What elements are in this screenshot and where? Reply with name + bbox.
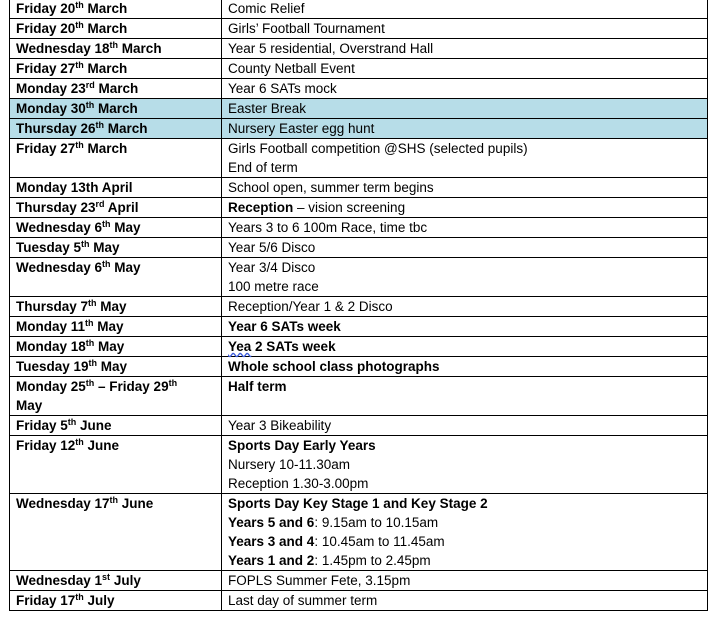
- event-text: Easter Break: [228, 101, 307, 116]
- date-text: Friday 27: [16, 141, 76, 156]
- date-text: July: [110, 573, 141, 588]
- event-line: [228, 551, 701, 570]
- date-text: March: [83, 21, 128, 36]
- date-suffix: rd: [85, 80, 95, 90]
- event-text: Year 6 SATs mock: [228, 81, 337, 96]
- event-text: Year 3 Bikeability: [228, 418, 332, 433]
- date-text: July: [83, 593, 115, 608]
- event-line: [228, 532, 701, 551]
- date-text: April: [104, 200, 139, 215]
- date-text: Monday 18: [16, 339, 86, 354]
- date-suffix: th: [85, 100, 95, 110]
- date-cell: [10, 0, 222, 19]
- event-cell: [222, 436, 708, 494]
- date-text: Thursday 23: [16, 200, 96, 215]
- date-text: Friday 12: [16, 438, 76, 453]
- table-row: [10, 39, 708, 59]
- event-text: – vision screening: [293, 200, 406, 215]
- table-row: [10, 0, 708, 19]
- table-row: [10, 59, 708, 79]
- event-text: Year 5 residential, Overstrand Hall: [228, 41, 434, 56]
- date-cell: [10, 178, 222, 198]
- date-suffix: th: [81, 239, 90, 249]
- event-cell: [222, 317, 708, 337]
- event-line: [228, 455, 701, 474]
- date-suffix: th: [75, 140, 84, 150]
- event-cell: [222, 79, 708, 99]
- event-cell: [222, 258, 708, 297]
- event-text: School open, summer term begins: [228, 180, 434, 195]
- date-suffix: rd: [95, 199, 105, 209]
- date-cell: [10, 258, 222, 297]
- event-text: Nursery 10-11.30am: [228, 457, 351, 472]
- date-suffix: th: [88, 358, 98, 368]
- date-text: May: [89, 240, 120, 255]
- date-text: – Friday 29: [94, 379, 169, 394]
- date-cell: [10, 79, 222, 99]
- event-text: Half term: [228, 379, 287, 394]
- table-row: [10, 357, 708, 377]
- event-text: Years 1 and 2: [228, 553, 315, 568]
- event-text: End of term: [228, 160, 298, 175]
- date-text: Friday 27: [16, 61, 76, 76]
- event-text: County Netball Event: [228, 61, 355, 76]
- date-suffix: th: [85, 338, 95, 348]
- date-cell: [10, 591, 222, 611]
- date-suffix: th: [102, 219, 111, 229]
- date-text: Friday 20: [16, 1, 76, 16]
- event-text: Sports Day Key Stage 1 and Key Stage 2: [228, 496, 488, 511]
- event-text: Year 3/4 Disco: [228, 260, 316, 275]
- table-row: [10, 416, 708, 436]
- event-text: Last day of summer term: [228, 593, 378, 608]
- table-row: [10, 218, 708, 238]
- event-text: Reception/Year 1 & 2 Disco: [228, 299, 393, 314]
- date-suffix: th: [168, 378, 178, 388]
- date-text: Monday 25: [16, 379, 86, 394]
- date-suffix: th: [95, 120, 105, 130]
- date-text: Thursday 7: [16, 299, 89, 314]
- date-cell: [10, 571, 222, 591]
- date-text: March: [83, 141, 128, 156]
- date-cell: [10, 416, 222, 436]
- event-cell: [222, 39, 708, 59]
- table-row: [10, 99, 708, 119]
- table-row: [10, 317, 708, 337]
- date-cell: [10, 357, 222, 377]
- date-text: May: [16, 398, 43, 413]
- event-text: Yea: [228, 339, 252, 354]
- table-row: [10, 198, 708, 218]
- event-cell: [222, 571, 708, 591]
- date-text: March: [94, 81, 139, 96]
- event-cell: [222, 99, 708, 119]
- date-cell: [10, 337, 222, 357]
- event-cell: [222, 119, 708, 139]
- date-text: Friday 20: [16, 21, 76, 36]
- table-row: [10, 19, 708, 39]
- event-cell: [222, 19, 708, 39]
- table-row: [10, 119, 708, 139]
- events-table: [9, 0, 708, 611]
- table-row: [10, 571, 708, 591]
- date-text: March: [83, 1, 128, 16]
- date-text: Monday 30: [16, 101, 86, 116]
- date-text: June: [76, 418, 112, 433]
- date-cell: [10, 297, 222, 317]
- event-cell: [222, 139, 708, 178]
- date-text: Thursday 26: [16, 121, 96, 136]
- event-line: [228, 494, 701, 513]
- event-line: [228, 436, 701, 455]
- date-cell: [10, 436, 222, 494]
- table-row: [10, 337, 708, 357]
- event-cell: [222, 494, 708, 571]
- table-row: [10, 297, 708, 317]
- date-text: Tuesday 5: [16, 240, 82, 255]
- event-cell: [222, 0, 708, 19]
- event-cell: [222, 416, 708, 436]
- event-text: 2 SATs week: [251, 339, 336, 354]
- table-row: [10, 436, 708, 494]
- event-text: Girls’ Football Tournament: [228, 21, 385, 36]
- event-text: Sports Day Early Years: [228, 438, 376, 453]
- event-text: Comic Relief: [228, 1, 305, 16]
- date-suffix: th: [85, 318, 94, 328]
- event-text: Years 5 and 6: [228, 515, 315, 530]
- date-suffix: th: [75, 20, 84, 30]
- date-text: Tuesday 19: [16, 359, 89, 374]
- event-text: 100 metre race: [228, 279, 319, 294]
- table-row: [10, 377, 708, 416]
- date-text: May: [110, 220, 141, 235]
- table-row: [10, 591, 708, 611]
- date-text: March: [83, 61, 128, 76]
- date-text: May: [96, 299, 127, 314]
- date-cell: [10, 119, 222, 139]
- event-text: Reception: [228, 200, 294, 215]
- date-suffix: th: [67, 417, 77, 427]
- date-cell: [10, 218, 222, 238]
- event-cell: [222, 377, 708, 416]
- date-cell: [10, 377, 222, 416]
- date-cell: [10, 59, 222, 79]
- table-row: [10, 178, 708, 198]
- table-row: [10, 258, 708, 297]
- date-suffix: th: [85, 378, 95, 388]
- date-text: Monday 23: [16, 81, 86, 96]
- event-text: : 1.45pm to 2.45pm: [314, 553, 431, 568]
- date-suffix: th: [75, 592, 84, 602]
- table-row: [10, 79, 708, 99]
- date-cell: [10, 198, 222, 218]
- event-text: : 10.45am to 11.45am: [314, 534, 445, 549]
- event-text: Reception 1.30-3.00pm: [228, 476, 369, 491]
- event-text: Year 5/6 Disco: [228, 240, 316, 255]
- date-text: June: [83, 438, 120, 453]
- date-cell: [10, 19, 222, 39]
- date-suffix: th: [109, 495, 119, 505]
- date-text: Wednesday 18: [16, 41, 110, 56]
- date-text: June: [118, 496, 154, 511]
- event-cell: [222, 591, 708, 611]
- date-suffix: th: [102, 259, 111, 269]
- event-cell: [222, 337, 708, 357]
- date-cell: [10, 99, 222, 119]
- event-line: [228, 474, 701, 493]
- event-cell: [222, 218, 708, 238]
- date-cell: [10, 317, 222, 337]
- date-text: Wednesday 6: [16, 260, 103, 275]
- event-text: Whole school class photographs: [228, 359, 440, 374]
- date-text: Friday 5: [16, 418, 68, 433]
- event-cell: [222, 178, 708, 198]
- date-text: March: [104, 121, 148, 136]
- date-cell: [10, 39, 222, 59]
- date-text: March: [118, 41, 162, 56]
- table-row: [10, 139, 708, 178]
- date-cell: [10, 494, 222, 571]
- date-text: May: [110, 260, 141, 275]
- date-text: May: [97, 359, 128, 374]
- date-text: May: [94, 339, 125, 354]
- date-text: March: [94, 101, 138, 116]
- date-text: Wednesday 1: [16, 573, 103, 588]
- event-text: : 9.15am to 10.15am: [314, 515, 439, 530]
- date-suffix: th: [75, 437, 84, 447]
- date-text: Wednesday 6: [16, 220, 103, 235]
- date-suffix: st: [102, 572, 111, 582]
- date-text: Wednesday 17: [16, 496, 110, 511]
- date-suffix: th: [75, 0, 84, 10]
- event-text: Years 3 and 4: [228, 534, 315, 549]
- date-cell: [10, 238, 222, 258]
- event-cell: [222, 297, 708, 317]
- event-text: Year 6 SATs week: [228, 319, 341, 334]
- event-line: [228, 513, 701, 532]
- date-suffix: th: [88, 298, 97, 308]
- date-suffix: th: [109, 40, 119, 50]
- event-text: Girls Football competition @SHS (selected pupils): [228, 141, 528, 156]
- table-row: [10, 238, 708, 258]
- date-text: May: [93, 319, 124, 334]
- event-cell: [222, 198, 708, 218]
- date-text: Monday 13th April: [16, 180, 133, 195]
- table-row: [10, 494, 708, 571]
- date-suffix: th: [75, 60, 84, 70]
- date-text: Monday 11: [16, 319, 86, 334]
- event-cell: [222, 238, 708, 258]
- event-text: Years 3 to 6 100m Race, time tbc: [228, 220, 428, 235]
- date-text: Friday 17: [16, 593, 76, 608]
- event-text: FOPLS Summer Fete, 3.15pm: [228, 573, 411, 588]
- date-cell: [10, 139, 222, 178]
- event-cell: [222, 59, 708, 79]
- event-cell: [222, 357, 708, 377]
- event-text: Nursery Easter egg hunt: [228, 121, 375, 136]
